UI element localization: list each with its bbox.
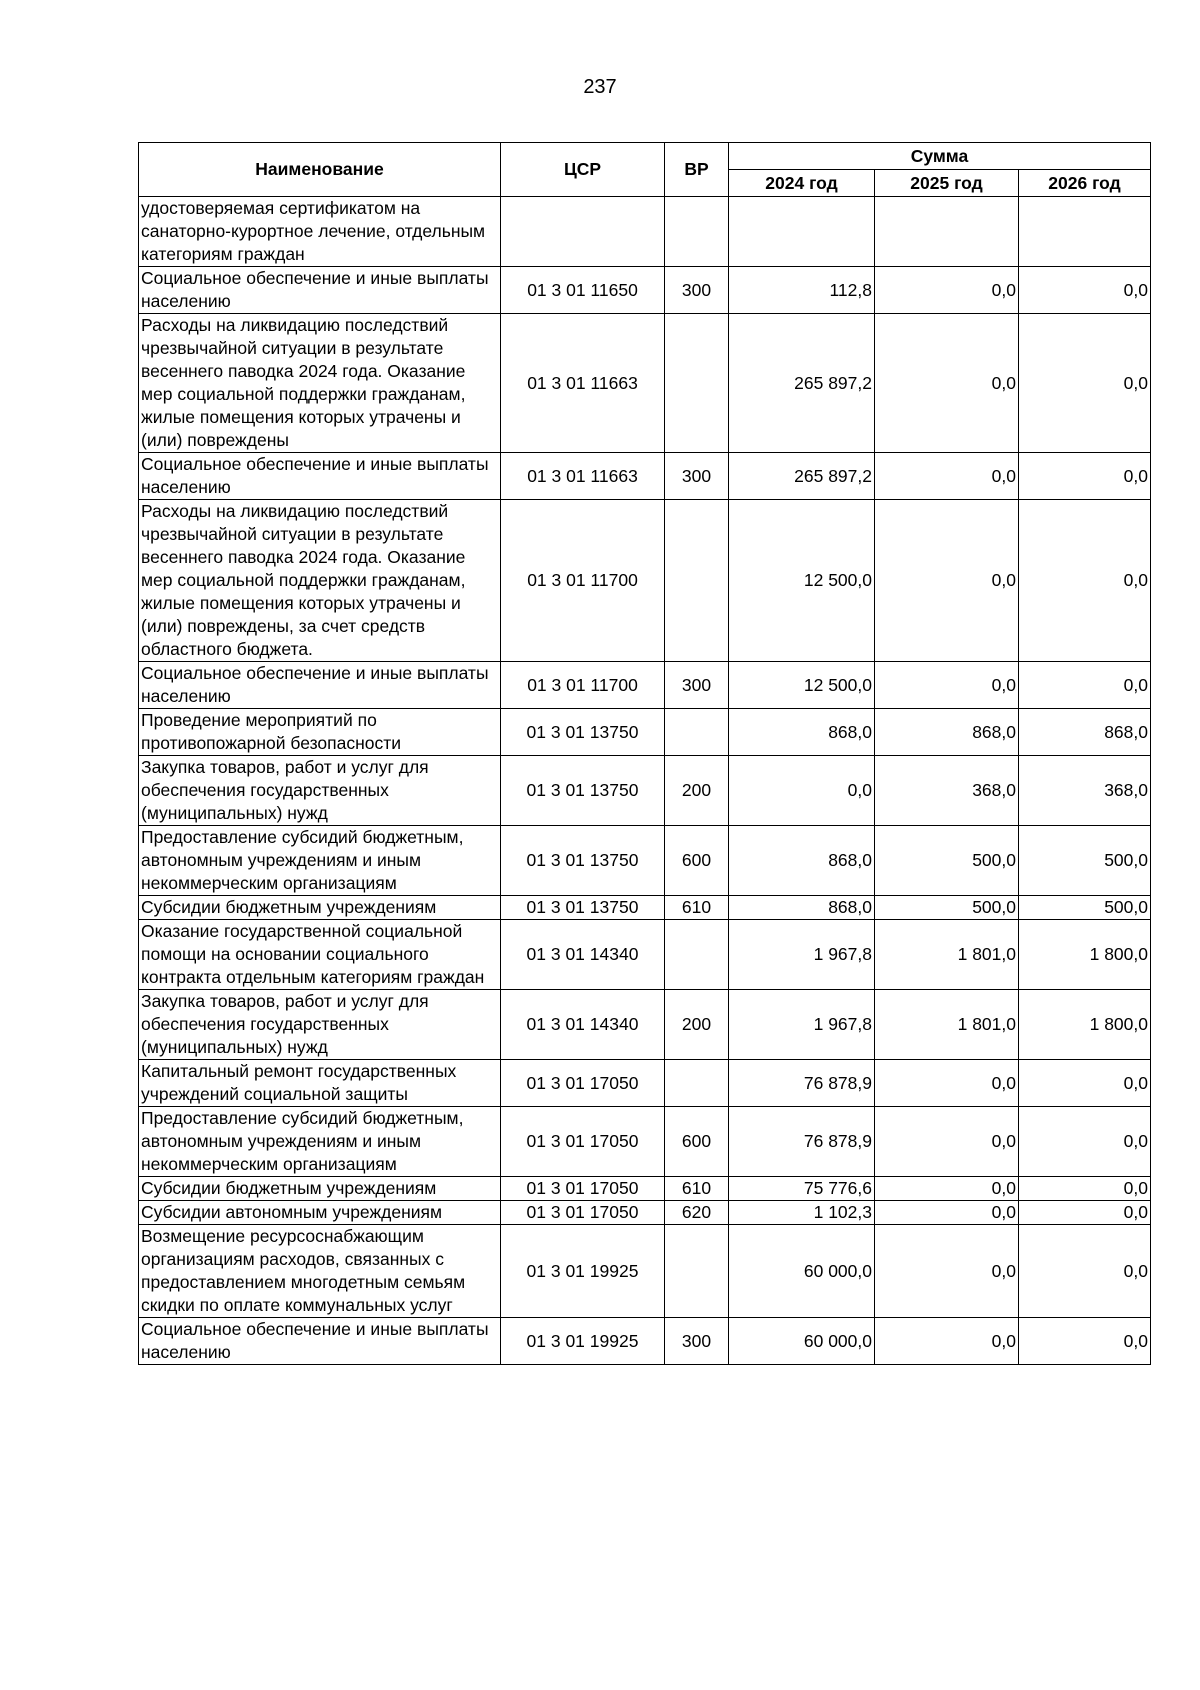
- row-value-2026: 0,0: [1019, 500, 1151, 662]
- row-value-2026: 868,0: [1019, 709, 1151, 756]
- row-value-2025: [875, 197, 1019, 267]
- row-name: удостоверяемая сертификатом на санаторно-курортное лечение, отдельным категориям граждан: [139, 197, 501, 267]
- row-vr: 200: [665, 990, 729, 1060]
- row-vr: 610: [665, 896, 729, 920]
- row-value-2025: 500,0: [875, 896, 1019, 920]
- row-value-2024: 265 897,2: [729, 453, 875, 500]
- row-name: Социальное обеспечение и иные выплаты населению: [139, 453, 501, 500]
- row-name: Социальное обеспечение и иные выплаты населению: [139, 267, 501, 314]
- row-csr: 01 3 01 17050: [501, 1201, 665, 1225]
- row-value-2026: 0,0: [1019, 453, 1151, 500]
- row-csr: 01 3 01 13750: [501, 826, 665, 896]
- row-value-2024: 60 000,0: [729, 1225, 875, 1318]
- row-csr: 01 3 01 11700: [501, 662, 665, 709]
- row-value-2024: 265 897,2: [729, 314, 875, 453]
- page-number: 237: [583, 76, 617, 98]
- header-name: Наименование: [139, 143, 501, 197]
- row-value-2026: [1019, 197, 1151, 267]
- row-vr: [665, 314, 729, 453]
- row-value-2024: 75 776,6: [729, 1177, 875, 1201]
- row-vr: [665, 920, 729, 990]
- row-csr: 01 3 01 13750: [501, 709, 665, 756]
- row-name: Оказание государственной социальной помощи на основании социального контракта отдельным категориям граждан: [139, 920, 501, 990]
- row-value-2026: 368,0: [1019, 756, 1151, 826]
- row-value-2025: 0,0: [875, 1201, 1019, 1225]
- row-csr: 01 3 01 14340: [501, 920, 665, 990]
- table-header: [139, 143, 1151, 197]
- row-csr: 01 3 01 11663: [501, 453, 665, 500]
- row-value-2025: 0,0: [875, 453, 1019, 500]
- row-value-2025: 500,0: [875, 826, 1019, 896]
- row-csr: 01 3 01 13750: [501, 756, 665, 826]
- row-value-2024: 868,0: [729, 826, 875, 896]
- row-value-2026: 0,0: [1019, 314, 1151, 453]
- row-vr: 600: [665, 1107, 729, 1177]
- row-value-2024: 1 967,8: [729, 990, 875, 1060]
- row-vr: 610: [665, 1177, 729, 1201]
- row-value-2026: 0,0: [1019, 267, 1151, 314]
- table-row: [139, 1060, 1151, 1107]
- row-value-2024: [729, 197, 875, 267]
- row-value-2025: 0,0: [875, 1177, 1019, 1201]
- row-csr: 01 3 01 17050: [501, 1060, 665, 1107]
- row-value-2025: 0,0: [875, 314, 1019, 453]
- table-row: [139, 896, 1151, 920]
- row-vr: 620: [665, 1201, 729, 1225]
- row-value-2024: 0,0: [729, 756, 875, 826]
- budget-table: [138, 142, 1151, 1365]
- row-value-2024: 1 102,3: [729, 1201, 875, 1225]
- table-row: [139, 1107, 1151, 1177]
- table-row: [139, 314, 1151, 453]
- table-row: [139, 197, 1151, 267]
- row-value-2026: 0,0: [1019, 1107, 1151, 1177]
- row-name: Капитальный ремонт государственных учреждений социальной защиты: [139, 1060, 501, 1107]
- row-vr: [665, 197, 729, 267]
- header-year-2025: 2025 год: [875, 170, 1019, 197]
- row-csr: 01 3 01 17050: [501, 1177, 665, 1201]
- row-vr: 200: [665, 756, 729, 826]
- row-value-2025: 0,0: [875, 1318, 1019, 1365]
- row-value-2024: 60 000,0: [729, 1318, 875, 1365]
- row-csr: 01 3 01 11650: [501, 267, 665, 314]
- row-value-2026: 500,0: [1019, 896, 1151, 920]
- row-csr: 01 3 01 19925: [501, 1225, 665, 1318]
- header-vr: ВР: [665, 143, 729, 197]
- row-vr: 300: [665, 267, 729, 314]
- row-name: Социальное обеспечение и иные выплаты населению: [139, 1318, 501, 1365]
- row-value-2024: 868,0: [729, 896, 875, 920]
- row-csr: 01 3 01 11663: [501, 314, 665, 453]
- row-vr: [665, 1225, 729, 1318]
- header-sum: Сумма: [729, 143, 1151, 170]
- row-name: Проведение мероприятий по противопожарной безопасности: [139, 709, 501, 756]
- row-csr: 01 3 01 11700: [501, 500, 665, 662]
- row-value-2025: 368,0: [875, 756, 1019, 826]
- row-value-2026: 1 800,0: [1019, 990, 1151, 1060]
- row-value-2026: 0,0: [1019, 1318, 1151, 1365]
- row-vr: 300: [665, 453, 729, 500]
- row-value-2026: 0,0: [1019, 662, 1151, 709]
- row-value-2026: 0,0: [1019, 1201, 1151, 1225]
- table-body: [139, 197, 1151, 1365]
- header-year-2026: 2026 год: [1019, 170, 1151, 197]
- row-name: Субсидии бюджетным учреждениям: [139, 1177, 501, 1201]
- table-row: [139, 662, 1151, 709]
- row-vr: 300: [665, 1318, 729, 1365]
- row-csr: 01 3 01 19925: [501, 1318, 665, 1365]
- row-name: Закупка товаров, работ и услуг для обеспечения государственных (муниципальных) нужд: [139, 990, 501, 1060]
- table-row: [139, 709, 1151, 756]
- row-name: Субсидии бюджетным учреждениям: [139, 896, 501, 920]
- row-value-2025: 1 801,0: [875, 990, 1019, 1060]
- row-vr: 600: [665, 826, 729, 896]
- row-value-2024: 76 878,9: [729, 1060, 875, 1107]
- table-row: [139, 267, 1151, 314]
- row-value-2025: 1 801,0: [875, 920, 1019, 990]
- row-value-2024: 1 967,8: [729, 920, 875, 990]
- row-name: Закупка товаров, работ и услуг для обеспечения государственных (муниципальных) нужд: [139, 756, 501, 826]
- row-name: Расходы на ликвидацию последствий чрезвычайной ситуации в результате весеннего паводка 2024 года. Оказание мер социальной поддержки гражданам, жилые помещения которых утрачены и (или) повреждены: [139, 314, 501, 453]
- header-csr: ЦСР: [501, 143, 665, 197]
- table-row: [139, 500, 1151, 662]
- row-value-2026: 500,0: [1019, 826, 1151, 896]
- row-value-2025: 0,0: [875, 662, 1019, 709]
- row-value-2024: 868,0: [729, 709, 875, 756]
- row-name: Расходы на ликвидацию последствий чрезвычайной ситуации в результате весеннего паводка 2024 года. Оказание мер социальной поддержки гражданам, жилые помещения которых утрачены и (или) повреждены, за счет средств областного бюджета.: [139, 500, 501, 662]
- table-row: [139, 756, 1151, 826]
- table-row: [139, 1201, 1151, 1225]
- table-row: [139, 453, 1151, 500]
- row-vr: [665, 709, 729, 756]
- row-value-2025: 0,0: [875, 1060, 1019, 1107]
- row-value-2025: 868,0: [875, 709, 1019, 756]
- row-value-2026: 0,0: [1019, 1177, 1151, 1201]
- row-csr: 01 3 01 17050: [501, 1107, 665, 1177]
- row-name: Социальное обеспечение и иные выплаты населению: [139, 662, 501, 709]
- row-value-2024: 12 500,0: [729, 500, 875, 662]
- row-vr: [665, 1060, 729, 1107]
- row-value-2024: 112,8: [729, 267, 875, 314]
- table-row: [139, 1318, 1151, 1365]
- table-row: [139, 826, 1151, 896]
- table-row: [139, 920, 1151, 990]
- row-value-2025: 0,0: [875, 1107, 1019, 1177]
- header-year-2024: 2024 год: [729, 170, 875, 197]
- row-csr: 01 3 01 13750: [501, 896, 665, 920]
- row-vr: 300: [665, 662, 729, 709]
- table-row: [139, 1177, 1151, 1201]
- row-csr: 01 3 01 14340: [501, 990, 665, 1060]
- row-value-2026: 0,0: [1019, 1225, 1151, 1318]
- table-row: [139, 990, 1151, 1060]
- row-value-2026: 0,0: [1019, 1060, 1151, 1107]
- table-row: [139, 1225, 1151, 1318]
- row-value-2025: 0,0: [875, 500, 1019, 662]
- row-vr: [665, 500, 729, 662]
- row-value-2024: 76 878,9: [729, 1107, 875, 1177]
- row-name: Предоставление субсидий бюджетным, автономным учреждениям и иным некоммерческим организациям: [139, 1107, 501, 1177]
- row-name: Предоставление субсидий бюджетным, автономным учреждениям и иным некоммерческим организациям: [139, 826, 501, 896]
- row-value-2026: 1 800,0: [1019, 920, 1151, 990]
- row-csr: [501, 197, 665, 267]
- row-name: Возмещение ресурсоснабжающим организациям расходов, связанных с предоставлением многодетным семьям скидки по оплате коммунальных услуг: [139, 1225, 501, 1318]
- row-value-2025: 0,0: [875, 1225, 1019, 1318]
- row-name: Субсидии автономным учреждениям: [139, 1201, 501, 1225]
- row-value-2025: 0,0: [875, 267, 1019, 314]
- row-value-2024: 12 500,0: [729, 662, 875, 709]
